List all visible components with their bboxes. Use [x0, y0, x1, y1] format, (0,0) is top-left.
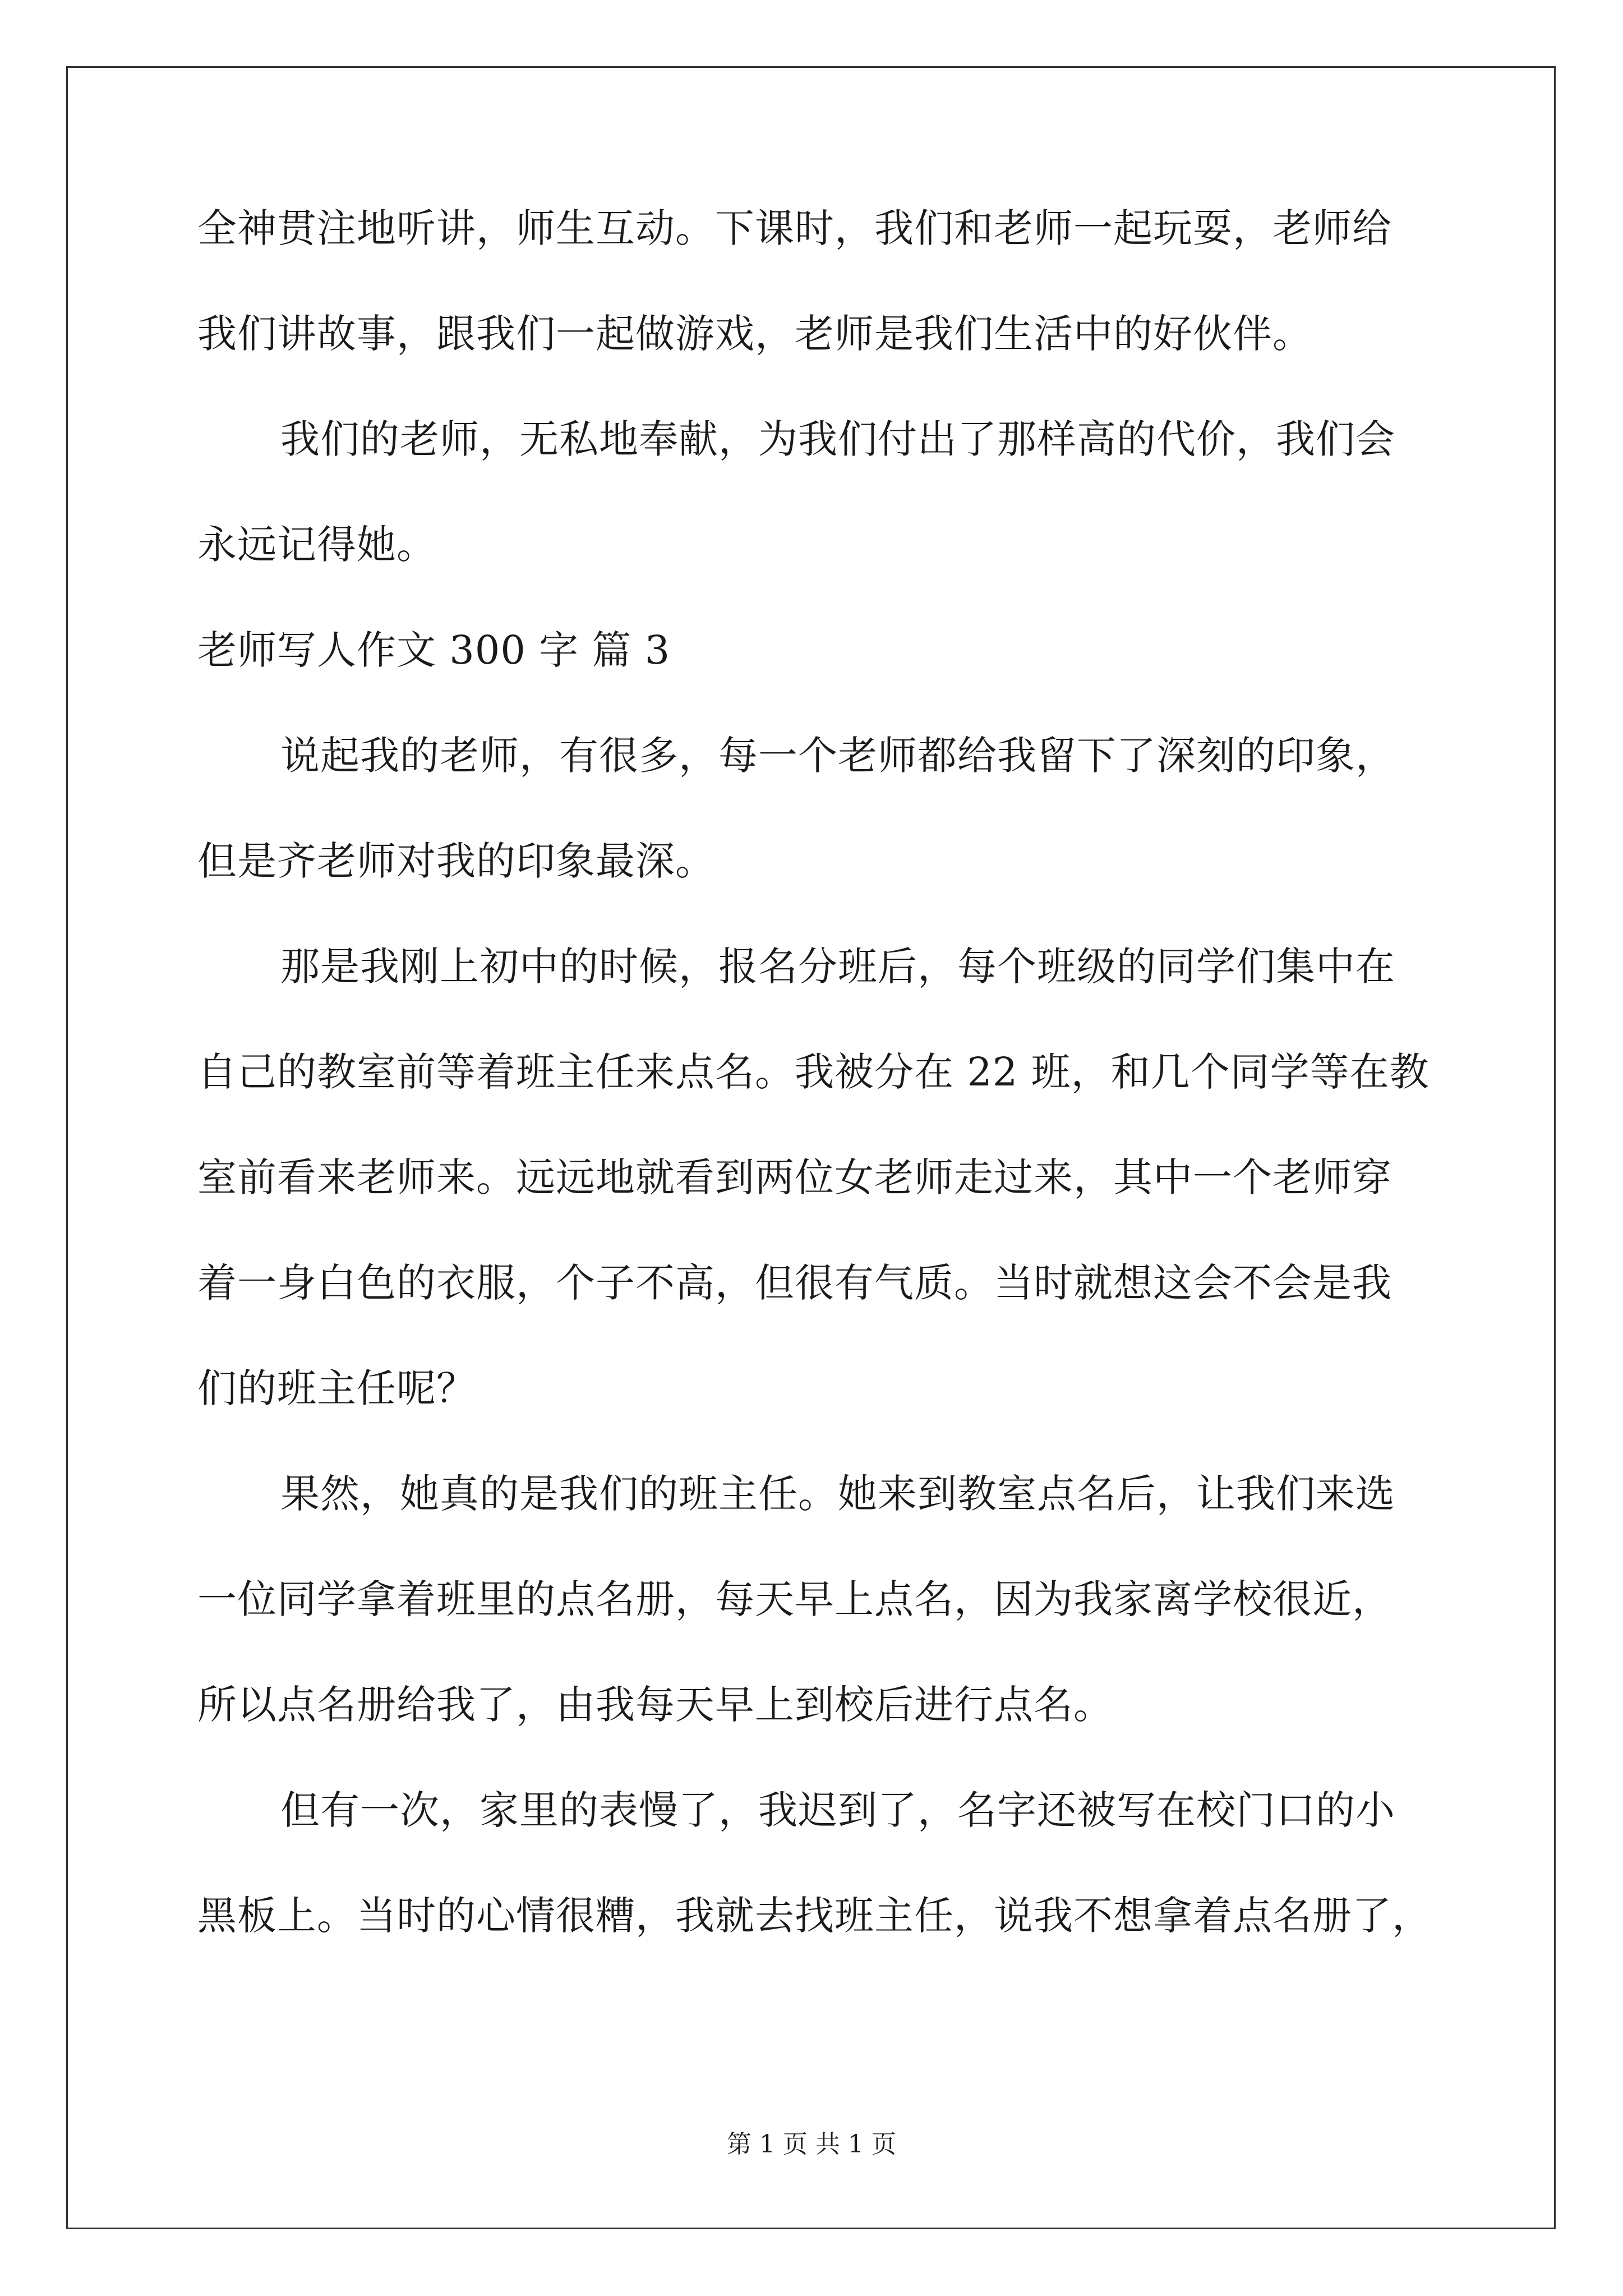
text-line: 但是齐老师对我的印象最深。 [197, 838, 715, 884]
text-line: 我们讲故事，跟我们一起做游戏，老师是我们生活中的好伙伴。 [197, 311, 1312, 357]
text-line: 所以点名册给我了，由我每天早上到校后进行点名。 [197, 1682, 1113, 1728]
text-line: 一位同学拿着班里的点名册，每天早上点名，因为我家离学校很近， [197, 1576, 1392, 1622]
text-line: 全神贯注地听讲，师生互动。下课时，我们和老师一起玩耍，老师给 [197, 205, 1392, 251]
paragraph-start: 但有一次，家里的表慢了，我迟到了，名字还被写在校门口的小 [280, 1787, 1395, 1833]
section-heading: 老师写人作文 300 字 篇 3 [197, 627, 671, 673]
page-number: 第 1 页 共 1 页 [727, 2130, 896, 2159]
paragraph-start: 说起我的老师，有很多，每一个老师都给我留下了深刻的印象， [280, 733, 1395, 779]
text-line: 室前看来老师来。远远地就看到两位女老师走过来，其中一个老师穿 [197, 1154, 1392, 1200]
text-line: 黑板上。当时的心情很糟，我就去找班主任，说我不想拿着点名册了， [197, 1893, 1432, 1939]
paragraph-start: 我们的老师，无私地奉献，为我们付出了那样高的代价，我们会 [280, 416, 1395, 462]
paragraph-start: 果然，她真的是我们的班主任。她来到教室点名后，让我们来选 [280, 1471, 1395, 1517]
text-line: 着一身白色的衣服，个子不高，但很有气质。当时就想这会不会是我 [197, 1260, 1392, 1306]
document-body [197, 202, 1431, 1995]
text-line: 永远记得她。 [197, 522, 436, 568]
paragraph-start: 那是我刚上初中的时候，报名分班后，每个班级的同学们集中在 [280, 944, 1395, 990]
text-line: 们的班主任呢？ [197, 1365, 476, 1411]
text-line: 自己的教室前等着班主任来点名。我被分在 22 班，和几个同学等在教 [197, 1049, 1430, 1095]
